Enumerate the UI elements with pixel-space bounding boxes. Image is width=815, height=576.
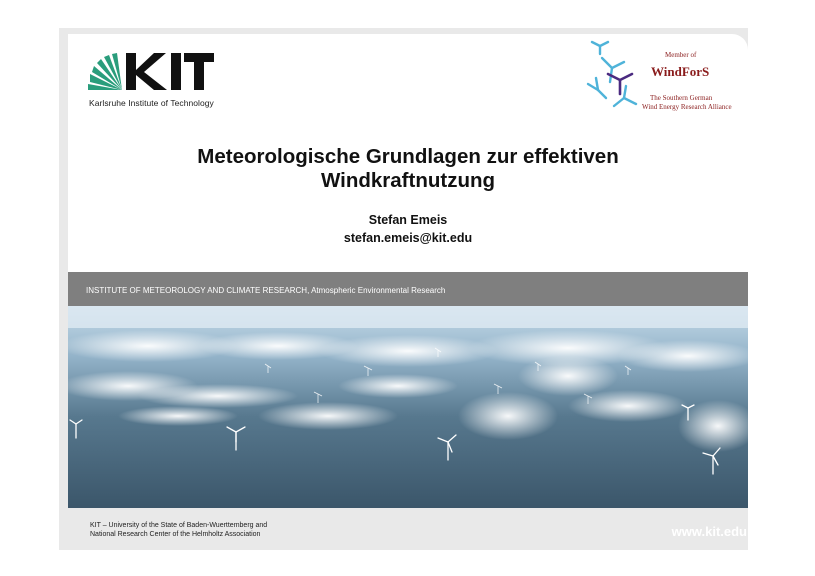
slide-title <box>68 145 748 193</box>
institute-bar <box>68 272 748 306</box>
windfors-sub-line2: Wind Energy Research Alliance <box>642 103 732 111</box>
windfors-member-of: Member of <box>665 51 697 59</box>
windfors-name: WindForS <box>651 64 710 79</box>
author-name: Stefan Emeis <box>368 213 448 227</box>
windfors-sub-line1: The Southern German <box>650 94 713 102</box>
kit-tagline: Karlsruhe Institute of Technology <box>89 98 214 108</box>
footer-line1: KIT – University of the State of Baden-Wuerttemberg and <box>90 522 268 529</box>
slide-title-line2: Windkraftnutzung <box>320 169 496 192</box>
footer-url: www.kit.edu <box>671 524 747 539</box>
author-email: stefan.emeis@kit.edu <box>343 231 473 245</box>
author-block <box>68 211 748 247</box>
footer-affiliation <box>90 521 267 539</box>
slide-title-line1: Meteorologische Grundlagen zur effektiven <box>197 145 619 168</box>
footer-line2: National Research Center of the Helmholtz Association <box>90 531 261 538</box>
wind-farm-photo <box>68 306 748 508</box>
institute-label: INSTITUTE OF METEOROLOGY AND CLIMATE RESEARCH, Atmospheric Environmental Research <box>86 286 446 295</box>
